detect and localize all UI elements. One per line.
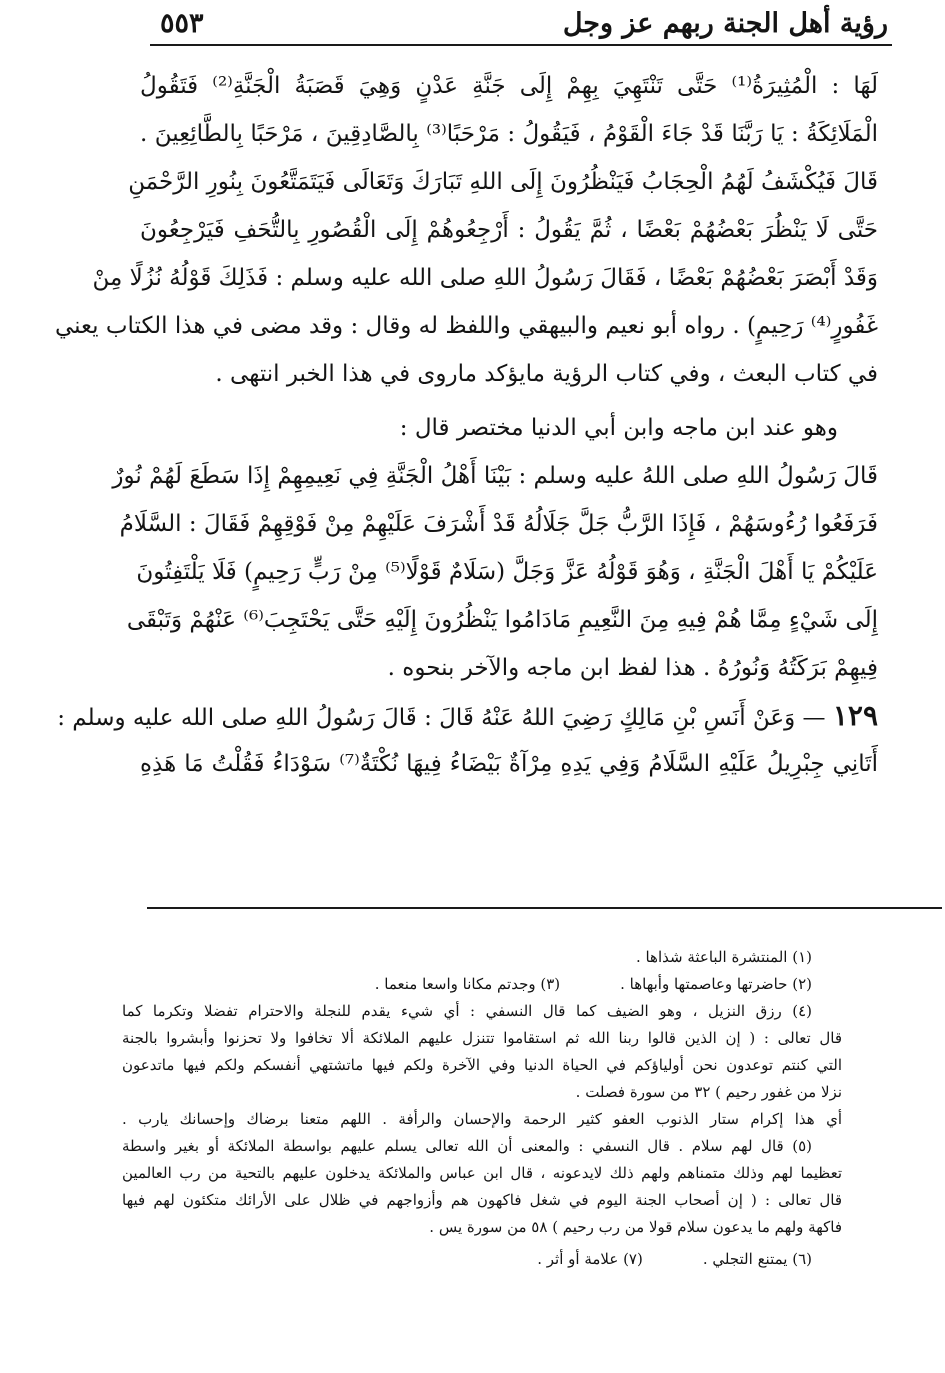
text-line: الْمَلَائِكَةُ : يَا رَبَّنَا قَدْ جَاءَ الْقَوْمُ ، فَيَقُولُ : مَرْحَبًا⁽³⁾ بِالصَّادِقِينَ ، مَرْحَبًا بِالطَّائِعِينَ . — [140, 121, 878, 147]
text-line: حَتَّى لَا يَنْظُرَ بَعْضُهُمْ بَعْضًا ، ثُمَّ يَقُولُ : أَرْجِعُوهُمْ إِلَى الْقُصُورِ بِالتُّحَفِ فَيَرْجِعُونَ — [140, 217, 878, 243]
text-line: وَقَدْ أَبْصَرَ بَعْضُهُمْ بَعْضًا ، فَقَالَ رَسُولُ اللهِ صلى الله عليه وسلم : فَذَلِكَ قَوْلُهُ نُزُلًا مِنْ — [92, 265, 878, 291]
running-title: رؤية أهل الجنة ربهم عز وجل — [562, 8, 888, 39]
page-number: ٥٥٣ — [160, 8, 204, 39]
text-line: عَلَيْكُمْ يَا أَهْلَ الْجَنَّةِ ، وَهُوَ قَوْلُهُ عَزَّ وَجَلَّ (سَلَامٌ قَوْلًا⁽⁵⁾ مِنْ رَبٍّ رَحِيمٍ) فَلَا يَلْتَفِتُونَ — [136, 559, 878, 585]
text-line: أَتَانِي جِبْرِيلُ عَلَيْهِ السَّلَامُ وَفِي يَدِهِ مِرْآةٌ بَيْضَاءُ فِيهَا نُكْتَةٌ⁽⁷⁾ سَوْدَاءُ فَقُلْتُ مَا هَذِهِ — [140, 751, 878, 777]
text-line: إِلَى شَيْءٍ مِمَّا هُمْ فِيهِ مِنَ النَّعِيمِ مَادَامُوا يَنْظُرُونَ إِلَيْهِ حَتَّى يَحْتَجِبَ⁽⁶⁾ عَنْهُمْ وَتَبْقَى — [126, 607, 878, 633]
footnote-6: (٦) يمتنع التجلي . — [702, 1250, 812, 1268]
text-line: في كتاب البعث ، وفي كتاب الرؤية مايؤكد ماروى في هذا الخبر انتهى . — [215, 361, 878, 387]
footnote-divider — [147, 907, 942, 909]
footnote-7: (٧) علامة أو أثر . — [537, 1250, 643, 1268]
footnote-2: (٢) حاضرتها وعاصمتها وأبهاها . — [620, 975, 812, 993]
text-line: لَهَا : الْمُثِيرَةُ⁽¹⁾ حَتَّى تَنْتَهِيَ بِهِمْ إِلَى جَنَّةِ عَدْنٍ وَهِيَ قَصَبَةُ الْجَنَّةِ⁽²⁾ فَتَقُولُ — [140, 73, 878, 99]
hadith-line — [57, 692, 878, 740]
text-line-intro: وهو عند ابن ماجه وابن أبي الدنيا مختصر قال : — [399, 415, 838, 441]
hadith-text: — وَعَنْ أَنَسِ بْنِ مَالِكٍ رَضِيَ اللهُ عَنْهُ قَالَ : قَالَ رَسُولُ اللهِ صلى الله عليه وسلم : — [57, 705, 826, 731]
text-line: فَرَفَعُوا رُءُوسَهُمْ ، فَإِذَا الرَّبُّ جَلَّ جَلَالُهُ قَدْ أَشْرَفَ عَلَيْهِمْ مِنْ فَوْقِهِمْ فَقَالَ : السَّلَامُ — [119, 511, 878, 537]
footnote-row-2-3 — [122, 971, 842, 998]
text-line: قَالَ فَيُكْشَفُ لَهُمُ الْحِجَابُ فَيَنْظُرُونَ إِلَى اللهِ تَبَارَكَ وَتَعَالَى فَيَتَمَتَّعُونَ بِنُورِ الرَّحْمَنِ — [128, 169, 878, 195]
footnote-row-6-7 — [122, 1246, 842, 1273]
footnote-4-line: نزلا من غفور رحيم ) ٣٢ من سورة فصلت . — [575, 1083, 842, 1101]
footnote-1: (١) المنتشرة الباعثة شذاها . — [635, 948, 812, 966]
footnote-4-line: (٤) رزق النزيل ، وهو الضيف كما قال النسفي : أي شيء يقدم للنجلة والاحترام تفضلا وتكرما كما — [122, 1002, 812, 1020]
text-line: غَفُورٍ⁽⁴⁾ رَحِيمٍ) . رواه أبو نعيم والبيهقي واللفظ له وقال : وقد مضى في هذا الكتاب يعني — [54, 313, 878, 339]
footnote-4-line: أي هذا إكرام ستار الذنوب العفو كثير الرحمة والإحسان والرأفة . اللهم متعنا برضاك وإحسانك يارب . — [122, 1110, 842, 1128]
page-header — [150, 6, 892, 44]
text-line: قَالَ رَسُولُ اللهِ صلى اللهُ عليه وسلم : بَيْنَا أَهْلُ الْجَنَّةِ فِي نَعِيمِهِمْ إِذَا سَطَعَ لَهُمْ نُورٌ — [112, 463, 878, 489]
footnotes — [122, 944, 842, 1273]
footnote-5-line: قال تعالى : ( إن أصحاب الجنة اليوم في شغل فاكهون هم وأزواجهم في ظلال على الأرائك متكئون لهم فيها — [122, 1191, 842, 1209]
footnote-3: (٣) وجدتم مكانا واسعا منعما . — [374, 975, 561, 993]
header-divider — [150, 44, 892, 46]
main-text — [54, 62, 878, 788]
footnote-5-line: تعظيما لهم وذلك متمناهم ولهم ذلك لايدعونه ، قال ابن عباس والملائكة يدخلون عليهم بالتحية من رب العالمين — [122, 1164, 842, 1182]
text-line: فِيهِمْ بَرَكَتُهُ وَنُورُهُ . هذا لفظ ابن ماجه والآخر بنحوه . — [387, 655, 878, 681]
footnote-4-line: قال تعالى : ( إن الذين قالوا ربنا الله ثم استقاموا تتنزل عليهم الملائكة ألا تخافوا ولا تحزنوا وأبشروا بالجنة — [122, 1029, 842, 1047]
footnote-5-line: (٥) قال لهم سلام . قال النسفي : والمعنى أن الله تعالى يسلم عليهم بواسطة الملائكة أو بغير واسطة — [122, 1137, 812, 1155]
hadith-number: ١٢٩ — [832, 699, 878, 732]
footnote-4-line: التي كنتم توعدون نحن أولياؤكم في الحياة الدنيا وفي الآخرة ولكم فيها ماتشتهي أنفسكم ولكم فيها ماتدعون — [122, 1056, 842, 1074]
footnote-5-line: فاكهة ولهم ما يدعون سلام قولا من رب رحيم ) ٥٨ من سورة يس . — [429, 1218, 842, 1236]
